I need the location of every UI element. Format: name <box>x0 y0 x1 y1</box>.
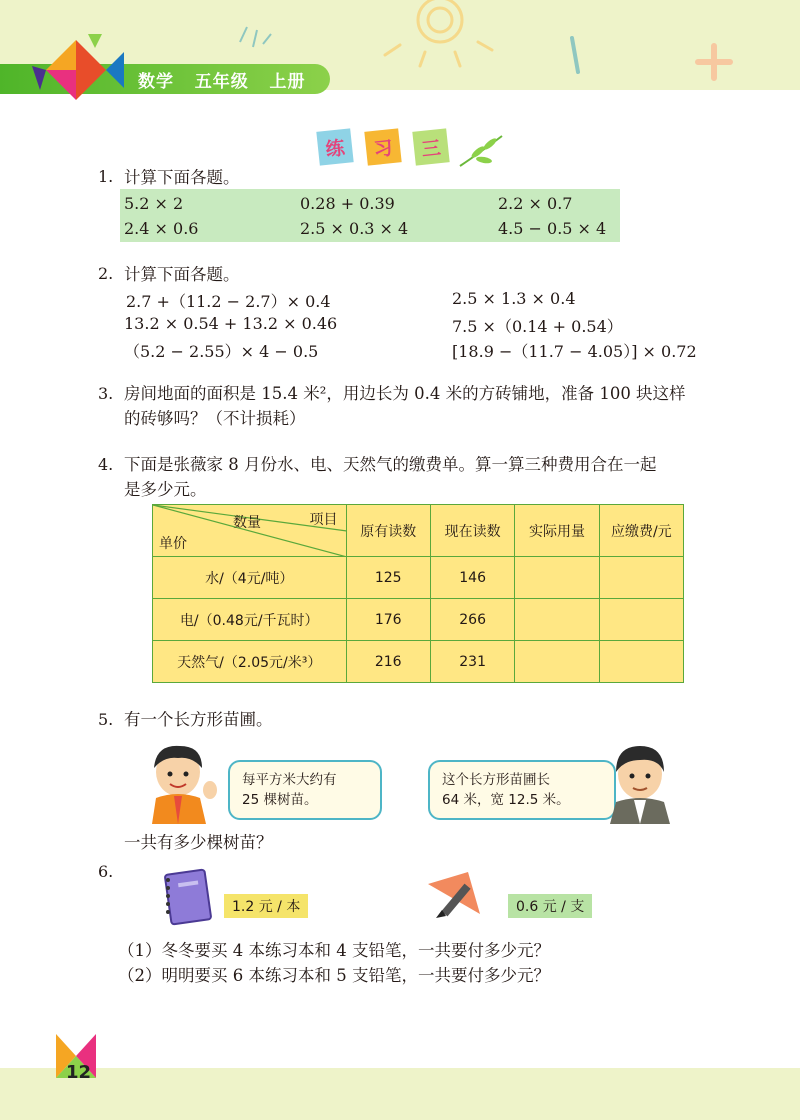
one-doodle-icon <box>566 34 586 78</box>
corner-header-cell <box>153 505 347 557</box>
corner-label-quantity: 数量 <box>233 515 261 531</box>
q1-item: 2.5 × 0.3 × 4 <box>300 219 409 238</box>
q4-number: 4. <box>98 455 114 474</box>
utility-bill-table <box>152 504 684 683</box>
q5-number: 5. <box>98 710 114 729</box>
old-reading: 216 <box>346 641 430 683</box>
header-title: 数学 五年级 上册 <box>138 72 306 92</box>
q4-line1: 下面是张薇家 8 月份水、电、天然气的缴费单。算一算三种费用合在一起 <box>124 455 657 474</box>
table-row <box>153 599 684 641</box>
teacher-character-icon <box>600 738 680 824</box>
q6-sub2: （2）明明要买 6 本练习本和 5 支铅笔，一共要付多少元？ <box>118 966 550 985</box>
actual-usage-blank[interactable] <box>515 599 599 641</box>
sparkle-doodle-icon <box>235 22 275 52</box>
q5-prompt: 有一个长方形苗圃。 <box>124 710 273 729</box>
title-char-1: 练 <box>316 128 353 165</box>
q5-question: 一共有多少棵树苗？ <box>124 833 273 852</box>
q2-item: 2.7 +（11.2 − 2.7）× 0.4 <box>126 292 331 311</box>
table-row <box>153 641 684 683</box>
q6-number: 6. <box>98 862 114 881</box>
q1-item: 2.2 × 0.7 <box>498 194 573 213</box>
q1-item: 0.28 + 0.39 <box>300 194 395 213</box>
bottom-banner <box>0 1068 800 1120</box>
old-reading: 125 <box>346 557 430 599</box>
q2-item: 13.2 × 0.54 + 13.2 × 0.46 <box>124 314 338 333</box>
row-label: 电/（0.48元/千瓦时） <box>153 599 347 641</box>
new-reading: 146 <box>430 557 514 599</box>
table-header-row <box>153 505 684 557</box>
header-cell: 应缴费/元 <box>599 505 683 557</box>
bubble-right-line2: 64 米，宽 12.5 米。 <box>442 792 570 808</box>
q3-line2: 的砖够吗？（不计损耗） <box>124 409 306 428</box>
q4-line2: 是多少元。 <box>124 480 207 499</box>
pencil-icon <box>428 866 484 924</box>
speech-bubble-left <box>228 760 382 820</box>
corner-label-item: 项目 <box>309 512 338 528</box>
speech-bubble-right <box>428 760 616 820</box>
plus-doodle-icon <box>694 42 734 82</box>
bubble-left-line1: 每平方米大约有 <box>242 772 337 788</box>
bubble-right-line1: 这个长方形苗圃长 <box>442 772 550 788</box>
q1-item: 5.2 × 2 <box>124 194 184 213</box>
q3-line1: 房间地面的面积是 15.4 米²，用边长为 0.4 米的方砖铺地，准备 100 块这样 <box>124 384 686 403</box>
q1-item: 4.5 − 0.5 × 4 <box>498 219 607 238</box>
sun-doodle-icon <box>380 0 500 70</box>
corner-label-unit-price: 单价 <box>159 536 187 552</box>
boy-character-icon <box>140 738 222 824</box>
title-char-2: 习 <box>364 128 401 165</box>
row-label: 天然气/（2.05元/米³） <box>153 641 347 683</box>
q2-prompt: 计算下面各题。 <box>124 265 240 284</box>
section-title <box>318 130 448 164</box>
fee-blank[interactable] <box>599 599 683 641</box>
fee-blank[interactable] <box>599 641 683 683</box>
q2-item: 2.5 × 1.3 × 0.4 <box>452 289 576 308</box>
notebook-icon <box>158 868 214 926</box>
bubble-left-line2: 25 棵树苗。 <box>242 792 318 808</box>
q2-item: 7.5 ×（0.14 + 0.54） <box>452 317 623 336</box>
header-cell: 现在读数 <box>430 505 514 557</box>
q1-number: 1. <box>98 167 114 186</box>
row-label: 水/（4元/吨） <box>153 557 347 599</box>
tangram-logo-icon <box>28 30 124 112</box>
old-reading: 176 <box>346 599 430 641</box>
q6-sub1: （1）冬冬要买 4 本练习本和 4 支铅笔，一共要付多少元？ <box>118 941 550 960</box>
actual-usage-blank[interactable] <box>515 641 599 683</box>
q2-number: 2. <box>98 264 114 283</box>
new-reading: 231 <box>430 641 514 683</box>
actual-usage-blank[interactable] <box>515 557 599 599</box>
q1-prompt: 计算下面各题。 <box>124 168 240 187</box>
q1-item: 2.4 × 0.6 <box>124 219 199 238</box>
header-cell: 实际用量 <box>515 505 599 557</box>
new-reading: 266 <box>430 599 514 641</box>
table-row <box>153 557 684 599</box>
q2-item: [18.9 −（11.7 − 4.05）] × 0.72 <box>452 342 697 361</box>
notebook-price-tag: 1.2 元 / 本 <box>224 894 308 918</box>
q3-number: 3. <box>98 384 114 403</box>
q2-item: （5.2 − 2.55）× 4 − 0.5 <box>124 342 319 361</box>
header-cell: 原有读数 <box>346 505 430 557</box>
pencil-price-tag: 0.6 元 / 支 <box>508 894 592 918</box>
fee-blank[interactable] <box>599 557 683 599</box>
page-number: 12 <box>66 1062 92 1083</box>
leaf-sprig-icon <box>458 130 506 170</box>
title-char-3: 三 <box>412 128 449 165</box>
